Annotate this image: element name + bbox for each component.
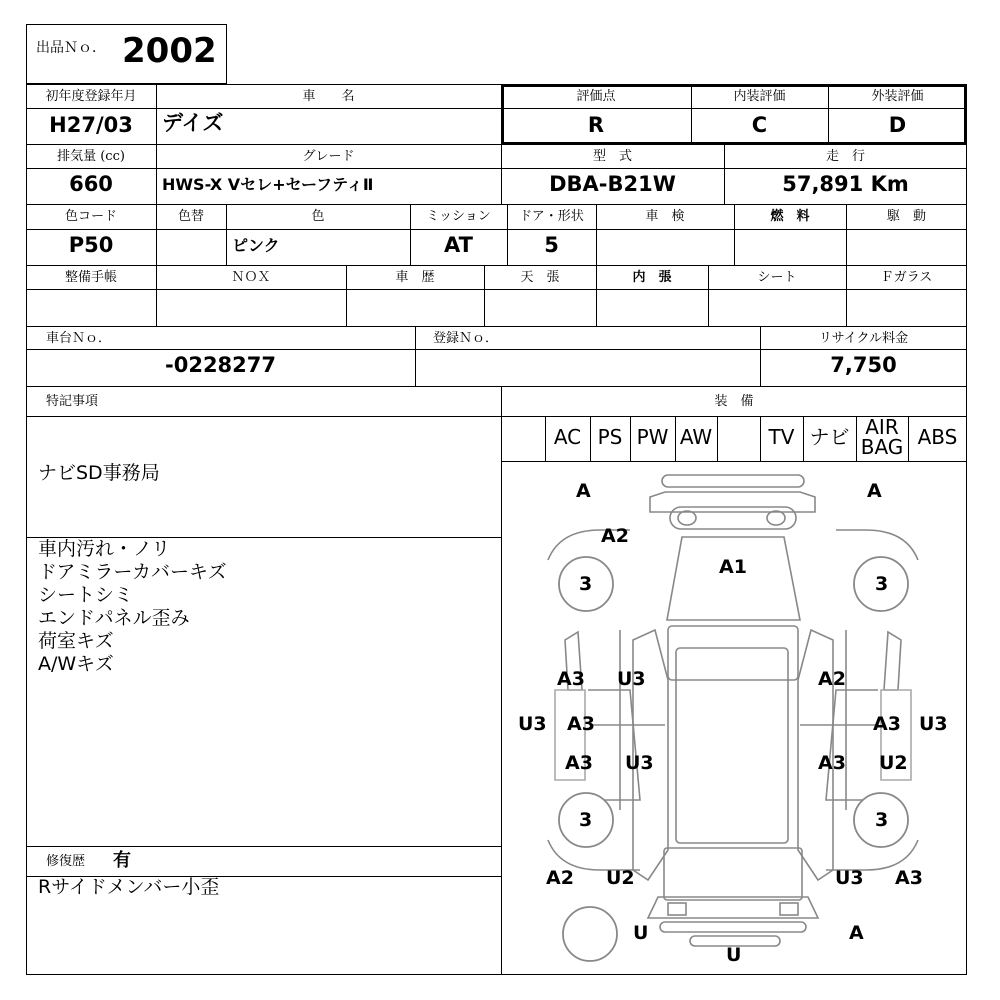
damage-front-right: A [867, 480, 882, 502]
damage-hood: A1 [719, 556, 747, 578]
recycle-value: 7,750 [830, 353, 897, 377]
door-label: ドア・形状 [519, 209, 584, 224]
fuel-label: 燃 料 [770, 209, 810, 224]
damage-tire-rear-left: 3 [579, 809, 593, 831]
damage-right-fender: A2 [818, 668, 846, 690]
damage-left-rear-inner: U2 [606, 867, 635, 889]
grade-label: グレード [302, 149, 355, 164]
chassis-label: 車台Ｎｏ． [46, 331, 112, 346]
recycle-label: リサイクル料金 [818, 331, 909, 346]
damage-left-door-front: A3 [567, 713, 595, 735]
damage-right-rear-pillar: U2 [879, 752, 908, 774]
remarks-note-1: ナビSD事務局 [38, 462, 160, 484]
equipment-ac: AC [553, 425, 582, 449]
damage-left-door-rear: A3 [565, 752, 593, 774]
door-value: 5 [544, 233, 559, 257]
exterior-value: D [888, 113, 907, 137]
damage-right-rear-inner: U3 [835, 867, 864, 889]
lot-label: 出品Ｎｏ． [36, 40, 106, 56]
interior-label: 内装評価 [733, 89, 786, 104]
history-label: 車 歴 [395, 270, 435, 285]
equipment-pw: PW [636, 425, 669, 449]
equipment-tv: TV [768, 425, 795, 449]
equipment-airbag: AIR BAG [860, 415, 904, 459]
model-label: 型 式 [592, 149, 632, 164]
damage-rear-right: A [849, 922, 864, 944]
maintenance-label: 整備手帳 [64, 270, 117, 285]
score-label: 評価点 [576, 89, 616, 104]
damage-tire-rear-right: 3 [875, 809, 889, 831]
damage-front-left: A [576, 480, 591, 502]
damage-left-step: U3 [518, 713, 547, 735]
color-value: ピンク [232, 236, 280, 255]
mileage-value: 57,891 Km [782, 172, 909, 196]
equipment-ps: PS [597, 425, 623, 449]
model-value: DBA-B21W [549, 172, 676, 196]
damage-rear-center: U [726, 944, 742, 966]
score-value: R [587, 113, 605, 137]
fglass-label: Ｆガラス [880, 270, 933, 285]
first-reg-label: 初年度登録年月 [45, 89, 137, 104]
mileage-label: 走 行 [825, 149, 865, 164]
interior-value: C [751, 113, 768, 137]
roof-label: 天 張 [520, 270, 560, 285]
inspection-label: 車 検 [645, 209, 685, 224]
equipment-abs: ABS [917, 425, 958, 449]
damage-left-quarter: A2 [546, 867, 574, 889]
damage-left-pillar: U3 [617, 668, 646, 690]
car-name-label: 車 名 [302, 89, 355, 104]
lot-number: 2002 [122, 31, 217, 71]
remarks-note-2: 車内汚れ・ノリ ドアミラーカバーキズ シートシミ エンドパネル歪み 荷室キズ A/Wキズ [38, 538, 227, 675]
mission-value: AT [444, 233, 473, 257]
exterior-label: 外装評価 [871, 89, 924, 104]
chassis-value: -0228277 [165, 353, 276, 377]
displacement-value: 660 [69, 172, 113, 196]
registration-label: 登録Ｎｏ． [433, 331, 499, 346]
displacement-label: 排気量 (cc) [57, 149, 125, 164]
car-name-value: デイズ [162, 111, 224, 135]
damage-left-rear-pillar: U3 [625, 752, 654, 774]
damage-right-door-front: A3 [873, 713, 901, 735]
mission-label: ミッション [426, 209, 491, 224]
first-reg-value: H27/03 [49, 113, 133, 137]
color-label: 色 [311, 209, 325, 224]
color-code-value: P50 [68, 233, 114, 257]
damage-right-door-rear: A3 [818, 752, 846, 774]
repair-note: Rサイドメンバー小歪 [38, 876, 220, 898]
color-code-label: 色コード [64, 209, 117, 224]
grade-value: HWS-X Vセレ+セーフティⅡ [162, 175, 374, 194]
damage-right-quarter: A3 [895, 867, 923, 889]
repair-value: 有 [113, 850, 131, 871]
damage-tire-front-right: 3 [875, 573, 889, 595]
equipment-aw: AW [679, 425, 713, 449]
equipment-navi: ナビ [809, 425, 850, 449]
drive-label: 駆 動 [886, 209, 926, 224]
nox-label: ＮＯＸ [231, 270, 271, 285]
equipment-label: 装 備 [714, 394, 754, 409]
repair-label: 修復歴 [46, 854, 86, 869]
inner-label: 内 張 [632, 270, 672, 285]
color-change-label: 色替 [177, 209, 204, 224]
remarks-label: 特記事項 [46, 394, 99, 409]
damage-hood-left: A2 [601, 525, 629, 547]
damage-left-fender: A3 [557, 668, 585, 690]
damage-right-step: U3 [919, 713, 948, 735]
damage-tire-front-left: 3 [579, 573, 593, 595]
damage-rear-bumper-left: U [633, 922, 649, 944]
seat-label: シート [757, 270, 797, 285]
